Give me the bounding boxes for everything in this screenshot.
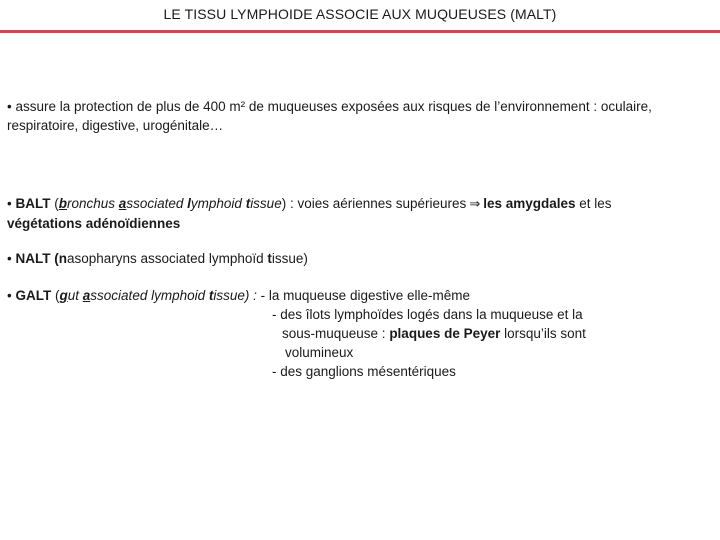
galt-peyer-pre: sous-muqueuse : xyxy=(282,326,390,341)
balt-letter-a: a xyxy=(118,196,127,211)
galt-paren-open: ( xyxy=(51,288,60,303)
nalt-letter-n: n xyxy=(58,251,67,266)
balt-letter-t: t xyxy=(245,196,251,211)
balt-acronym: BALT xyxy=(15,196,51,211)
plaques-de-peyer: plaques de Peyer xyxy=(389,326,501,341)
balt-and: et les xyxy=(575,196,612,211)
implies-arrow-icon: ⇒ xyxy=(469,197,481,212)
paragraph-balt xyxy=(7,194,687,233)
balt-description: ) : voies aériennes supérieures xyxy=(281,196,467,211)
paragraph-malt-protection xyxy=(7,97,715,135)
galt-word-tissue: issue) : xyxy=(213,288,257,303)
galt-letter-g: g xyxy=(59,288,68,303)
balt-letter-l: l xyxy=(187,196,191,211)
bullet: • xyxy=(7,196,12,211)
galt-peyer-post: lorsqu’ils sont xyxy=(500,326,586,341)
balt-amygdales: les amygdales xyxy=(483,196,576,211)
nalt-letter-t: t xyxy=(267,251,272,266)
galt-letter-a: a xyxy=(82,288,91,303)
balt-letter-b: b xyxy=(58,196,67,211)
balt-word-lymphoid: ymphoid xyxy=(190,196,242,211)
paragraph-nalt xyxy=(7,249,687,268)
balt-word-tissue: issue xyxy=(250,196,282,211)
nalt-tissue: issue) xyxy=(271,251,308,266)
balt-vegetations: végétations adénoïdiennes xyxy=(7,216,181,231)
galt-word-associated: ssociated lymphoid xyxy=(90,288,206,303)
bullet: • xyxy=(7,251,12,266)
bullet: • xyxy=(7,288,12,303)
paragraph-galt xyxy=(7,286,707,305)
galt-acronym: GALT xyxy=(15,288,52,303)
nalt-acronym: NALT ( xyxy=(15,251,59,266)
balt-word-associated: ssociated xyxy=(126,196,184,211)
balt-paren-open: ( xyxy=(50,196,59,211)
protection-text: assure la protection de plus de 400 m² de muqueuses exposées aux risques de l’environnement : oculaire, respiratoire, digestive, urogénitale… xyxy=(7,99,652,133)
galt-item-ganglions: - des ganglions mésentériques xyxy=(272,364,456,379)
slide-title: LE TISSU LYMPHOIDE ASSOCIE AUX MUQUEUSES (MALT) xyxy=(163,6,557,22)
galt-first-item: - la muqueuse digestive elle-même xyxy=(256,288,470,303)
galt-letter-t: t xyxy=(208,288,214,303)
galt-word-gut: ut xyxy=(67,288,80,303)
galt-item-volumineux: volumineux xyxy=(285,345,354,360)
bullet: • xyxy=(7,99,12,114)
balt-word-bronchus: ronchus xyxy=(67,196,116,211)
title-divider xyxy=(0,30,720,33)
galt-item-ilots: - des îlots lymphoïdes logés dans la muqueuse et la xyxy=(272,307,583,322)
nalt-words: asopharyns associated lymphoïd xyxy=(67,251,268,266)
galt-item-peyer xyxy=(282,324,586,343)
